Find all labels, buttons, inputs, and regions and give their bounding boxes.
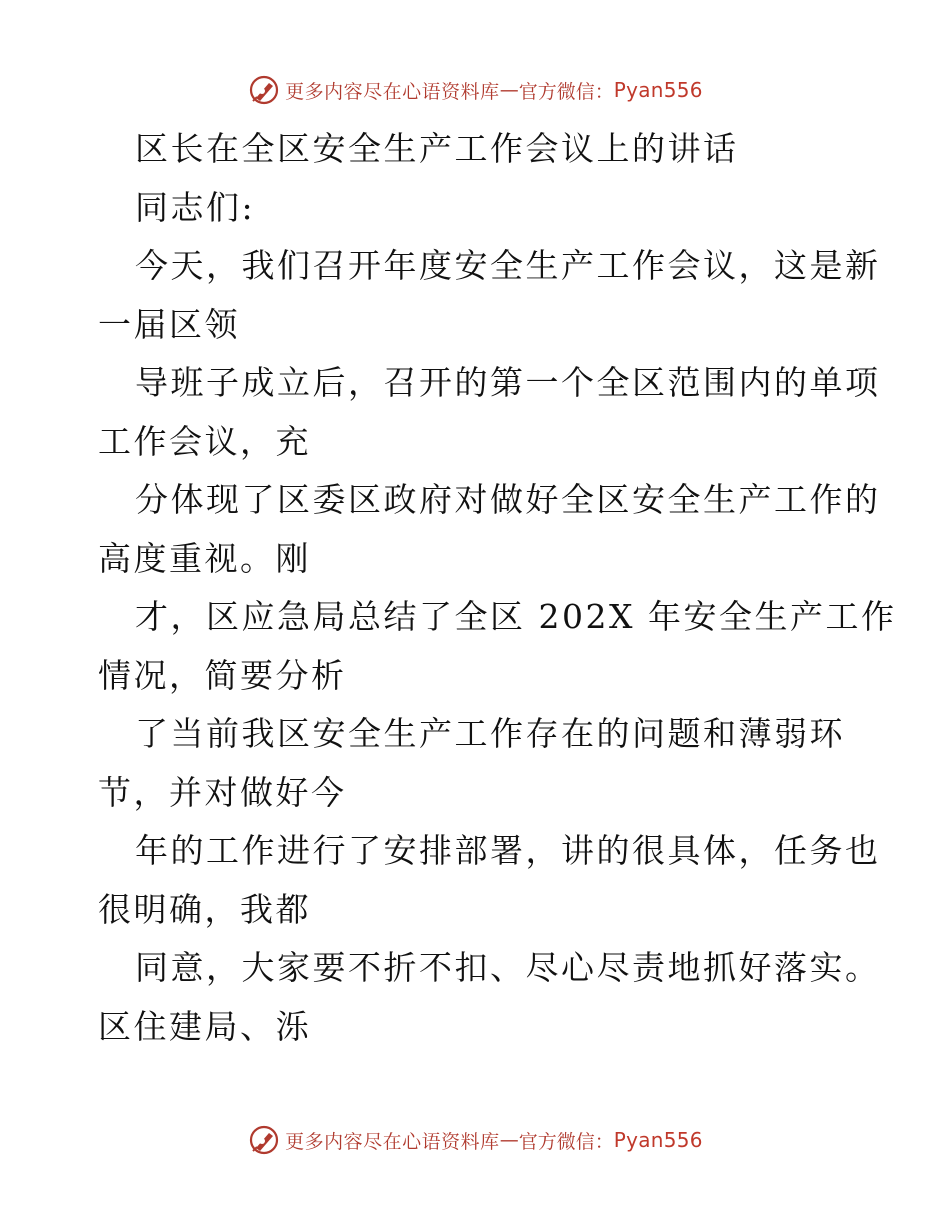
- pen-logo-icon: [247, 1123, 281, 1157]
- banner-title: 更多内容尽在心语资料库: [285, 80, 500, 103]
- banner-title: 更多内容尽在心语资料库: [285, 1130, 500, 1153]
- document-line: 分体现了区委区政府对做好全区安全生产工作的: [135, 480, 881, 519]
- document-line: 导班子成立后，召开的第一个全区范围内的单项: [135, 363, 881, 402]
- banner-wechat-label: 官方微信：: [518, 80, 614, 103]
- banner-separator: —: [499, 79, 519, 101]
- footer-watermark-banner: [0, 1120, 950, 1160]
- banner-separator: —: [499, 1129, 519, 1151]
- document-line: 区住建局、泺: [98, 1006, 311, 1046]
- document-line: 今天，我们召开年度安全生产工作会议，这是新: [135, 246, 881, 285]
- document-line: 情况，简要分析: [98, 655, 347, 695]
- banner-wechat-id: Pyan556: [613, 1128, 703, 1152]
- document-line: 同意，大家要不折不扣、尽心尽责地抓好落实。: [135, 948, 881, 987]
- document-line: 同志们:: [135, 187, 256, 227]
- document-line: 工作会议，充: [98, 421, 311, 461]
- document-line: 区长在全区安全生产工作会议上的讲话: [135, 129, 739, 168]
- pen-logo-icon: [247, 73, 281, 107]
- banner-wechat-label: 官方微信：: [518, 1130, 614, 1153]
- document-body: [98, 120, 897, 1056]
- document-line: 很明确，我都: [98, 889, 311, 929]
- header-watermark-banner: [0, 70, 950, 110]
- document-line: 年的工作进行了安排部署，讲的很具体，任务也: [135, 831, 881, 870]
- document-line: 高度重视。刚: [98, 538, 311, 578]
- document-line: 才，区应急局总结了全区 202X 年安全生产工作: [135, 597, 897, 636]
- document-line: 了当前我区安全生产工作存在的问题和薄弱环: [135, 714, 845, 753]
- document-line: 一届区领: [98, 304, 240, 344]
- banner-wechat-id: Pyan556: [613, 78, 703, 102]
- document-line: 节，并对做好今: [98, 772, 347, 812]
